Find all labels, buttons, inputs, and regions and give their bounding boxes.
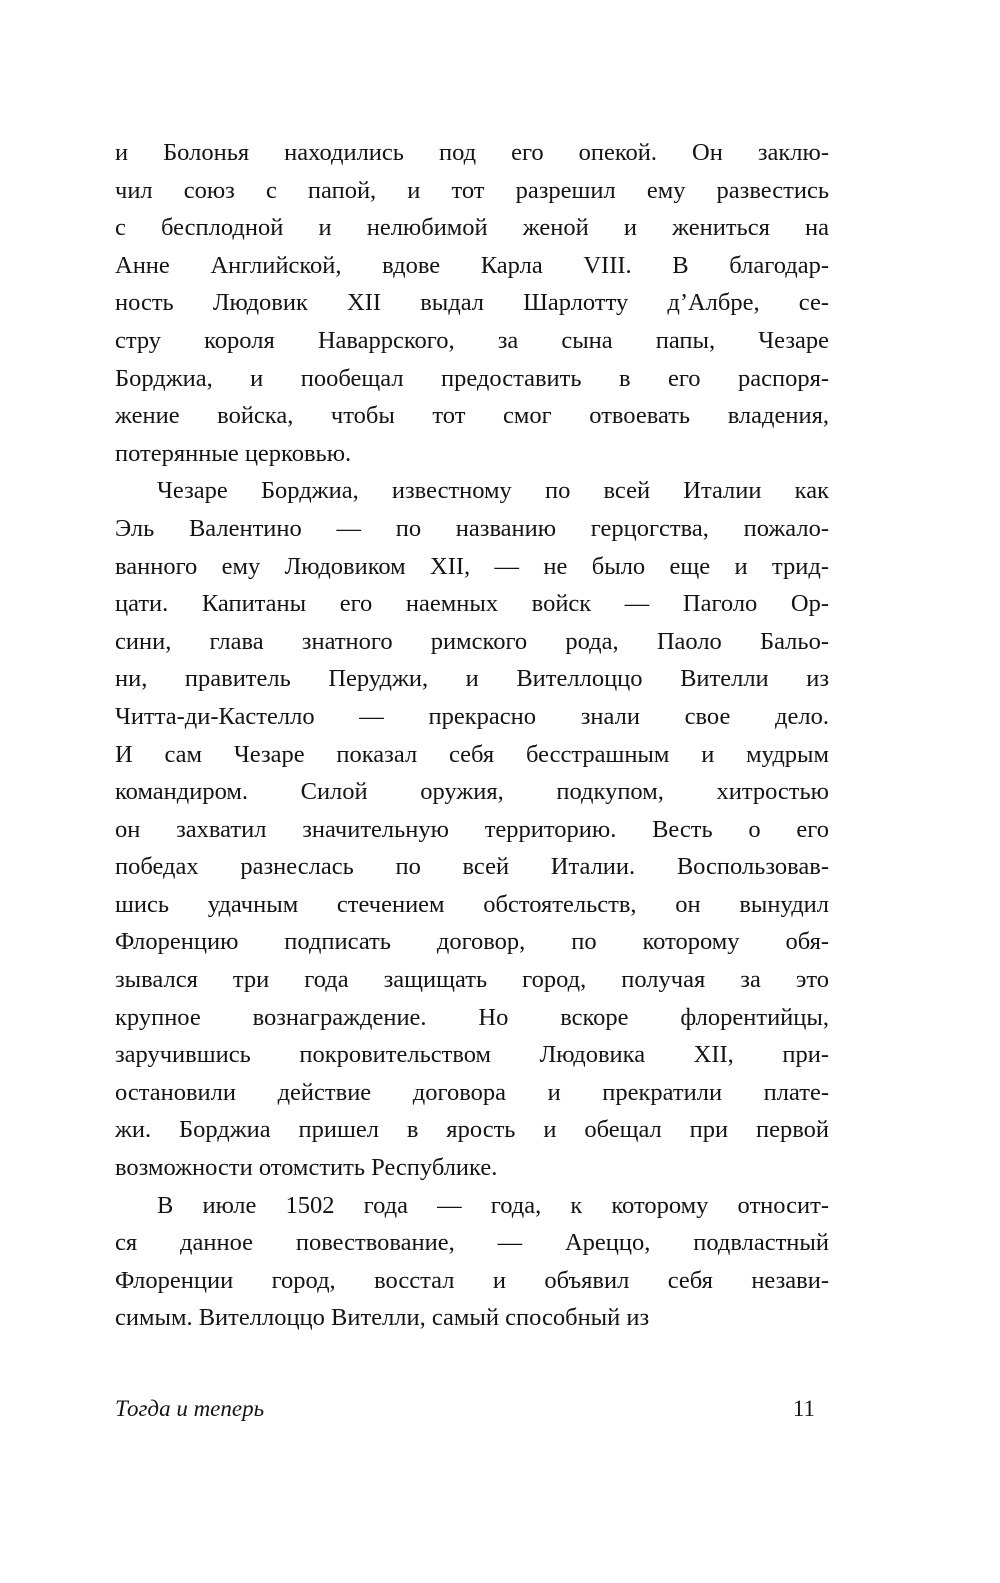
text-line: сини, глава знатного римского рода, Паоло Бальо-: [115, 627, 829, 655]
text-line: заручившись покровительством Людовика XII, при-: [115, 1041, 829, 1069]
text-line: шись удачным стечением обстоятельств, он вынудил: [115, 890, 829, 918]
text-line: возможности отомстить Республике.: [115, 1154, 498, 1182]
text-line: командиром. Силой оружия, подкупом, хитростью: [115, 778, 829, 806]
text-line: Эль Валентино — по названию герцогства, пожало-: [115, 514, 829, 542]
text-line: потерянные церковью.: [115, 439, 352, 467]
text-line: и Болонья находились под его опекой. Он заклю-: [115, 139, 829, 166]
text-line: Чезаре Борджиа, известному по всей Италии как: [157, 477, 829, 505]
text-line: он захватил значительную территорию. Весть о его: [115, 815, 829, 843]
text-line: остановили действие договора и прекратили плате-: [115, 1078, 829, 1106]
text-line: Борджиа, и пообещал предоставить в его распоря-: [115, 364, 829, 392]
text-line: зывался три года защищать город, получая за это: [115, 966, 829, 994]
text-line: ся данное повествование, — Ареццо, подвластный: [115, 1229, 829, 1257]
text-line: жение войска, чтобы тот смог отвоевать владения,: [115, 402, 829, 430]
text-line: И сам Чезаре показал себя бесстрашным и мудрым: [115, 740, 829, 768]
page-footer: [115, 1396, 829, 1422]
text-line: жи. Борджиа пришел в ярость и обещал при первой: [115, 1116, 829, 1144]
text-line: Анне Английской, вдове Карла VIII. В благодар-: [115, 251, 829, 279]
text-line: ни, правитель Перуджи, и Вителлоццо Вителли из: [115, 665, 829, 693]
text-line: крупное вознаграждение. Но вскоре флорентийцы,: [115, 1003, 829, 1031]
running-title: Тогда и теперь: [115, 1396, 265, 1421]
text-line: Флоренцию подписать договор, по которому обя-: [115, 928, 829, 956]
text-line: симым. Вителлоццо Вителли, самый способный из: [115, 1304, 650, 1332]
text-line: победах разнеслась по всей Италии. Воспользовав-: [115, 853, 829, 881]
text-line: с бесплодной и нелюбимой женой и жениться на: [115, 214, 829, 242]
text-line: цати. Капитаны его наемных войск — Паголо Ор-: [115, 590, 829, 618]
text-line: В июле 1502 года — года, к которому относит-: [157, 1191, 829, 1219]
text-line: Флоренции город, восстал и объявил себя незави-: [115, 1266, 829, 1294]
text-line: ванного ему Людовиком XII, — не было еще и трид-: [115, 552, 829, 580]
text-line: чил союз с папой, и тот разрешил ему развестись: [115, 176, 829, 204]
text-line: стру короля Наваррского, за сына папы, Чезаре: [115, 326, 829, 354]
text-line: ность Людовик XII выдал Шарлотту д’Албре, се-: [115, 289, 829, 317]
text-line: Читта-ди-Кастелло — прекрасно знали свое дело.: [115, 702, 829, 730]
body-text: [115, 134, 829, 1337]
page-number: 11: [792, 1396, 815, 1421]
